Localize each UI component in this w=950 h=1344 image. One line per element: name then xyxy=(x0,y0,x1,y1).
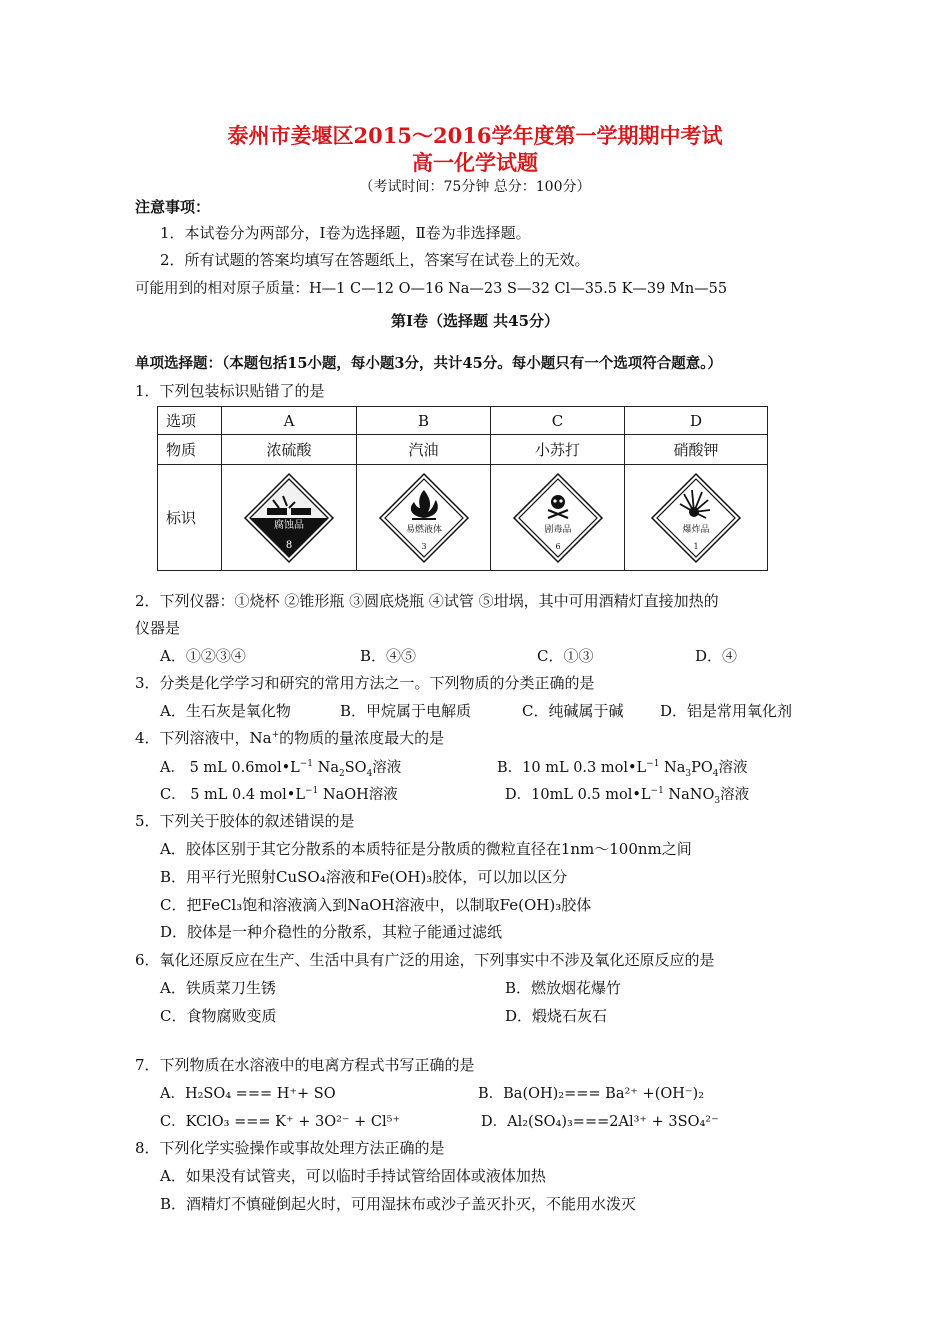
q7-stem: 7．下列物质在水溶液中的电离方程式书写正确的是 xyxy=(135,1056,475,1074)
q6-option-c: C．食物腐败变质 xyxy=(160,1007,277,1025)
q4-stem: 4．下列溶液中，Na+的物质的量浓度最大的是 xyxy=(135,729,445,747)
sign-cell-b xyxy=(357,465,491,571)
row-label-sign: 标识 xyxy=(158,465,222,571)
option-c: C xyxy=(491,407,625,435)
q3-option-d: D．铝是常用氧化剂 xyxy=(660,702,793,720)
notice-heading: 注意事项： xyxy=(135,198,211,216)
sign-cell-a xyxy=(222,465,357,571)
q6-option-b: B．燃放烟花爆竹 xyxy=(505,979,622,997)
exam-title: 泰州市姜堰区2015～2016学年度第一学期期中考试 xyxy=(227,123,723,148)
q6-option-a: A．铁质菜刀生锈 xyxy=(160,979,276,997)
exam-subtitle: 高一化学试题 xyxy=(412,150,538,175)
q1-table xyxy=(157,406,768,571)
flammable-sign-icon xyxy=(378,472,470,564)
sign-a-text: 腐蚀品 xyxy=(274,519,304,531)
q5-option-a: A．胶体区别于其它分散系的本质特征是分散质的微粒直径在1nm～100nm之间 xyxy=(160,840,692,858)
q4-option-a: A． 5 mL $0.6mol•L^{-1}$ $Na_2SO_4$溶液 xyxy=(160,759,402,779)
sign-c-number: 6 xyxy=(554,541,561,551)
sign-cell-c xyxy=(491,465,625,571)
sign-b-number: 3 xyxy=(420,541,427,551)
q5-option-c: C．把FeCl₃饱和溶液滴入到NaOH溶液中，以制取Fe(OH)₃胶体 xyxy=(160,896,592,914)
q2-stem-line1: 2．下列仪器：①烧杯 ②锥形瓶 ③圆底烧瓶 ④试管 ⑤坩埚，其中可用酒精灯直接加热的 xyxy=(135,592,719,610)
q3-option-a: A．生石灰是氧化物 xyxy=(160,702,291,720)
section-intro: 单项选择题：（本题包括15小题，每小题3分，共计45分。每小题只有一个选项符合题意。） xyxy=(135,355,722,372)
substance-b: 汽油 xyxy=(357,435,491,465)
sign-b-text: 易燃液体 xyxy=(405,524,442,535)
q7-option-a: A．H₂SO₄ === H⁺+ SO xyxy=(160,1086,336,1102)
option-a: A xyxy=(222,407,357,435)
q8-option-a: A．如果没有试管夹，可以临时手持试管给固体或液体加热 xyxy=(160,1167,546,1185)
q5-stem: 5．下列关于胶体的叙述错误的是 xyxy=(135,812,355,830)
q1-stem: 1．下列包装标识贴错了的是 xyxy=(135,382,325,400)
q6-option-d: D．煅烧石灰石 xyxy=(505,1007,608,1025)
row-label-option: 选项 xyxy=(158,407,222,435)
part1-heading: 第Ⅰ卷（选择题 共45分） xyxy=(390,312,560,330)
substance-d: 硝酸钾 xyxy=(625,435,768,465)
exam-info: （考试时间：75分钟 总分：100分） xyxy=(359,179,591,195)
q4-option-b: B．10 mL 0.3 $mol•L^{-1}$ $Na_3PO_4$溶液 xyxy=(497,759,748,779)
q4-option-c: C． 5 mL 0.4 $mol•L^{-1}$ NaOH溶液 xyxy=(160,786,398,803)
sign-c-text: 剧毒品 xyxy=(543,524,572,535)
q3-option-c: C．纯碱属于碱 xyxy=(522,702,624,720)
q2-stem-line2: 仪器是 xyxy=(135,619,181,637)
q5-option-b: B．用平行光照射CuSO₄溶液和Fe(OH)₃胶体，可以加以区分 xyxy=(160,868,568,886)
q8-stem: 8．下列化学实验操作或事故处理方法正确的是 xyxy=(135,1139,445,1157)
option-d: D xyxy=(625,407,768,435)
q7-option-b: B．Ba(OH)₂=== Ba²⁺ +(OH⁻)₂ xyxy=(478,1086,705,1102)
sign-cell-d xyxy=(625,465,768,571)
row-label-substance: 物质 xyxy=(158,435,222,465)
q6-stem: 6．氧化还原反应在生产、生活中具有广泛的用途，下列事实中不涉及氧化还原反应的是 xyxy=(135,951,715,969)
q2-option-b: B．④⑤ xyxy=(360,647,417,665)
sign-a-number: 8 xyxy=(285,539,293,551)
q3-stem: 3．分类是化学学习和研究的常用方法之一。下列物质的分类正确的是 xyxy=(135,674,595,692)
q4-option-d: D．10mL 0.5 $mol•L^{-1}$ NaNO$_3$溶液 xyxy=(505,786,750,806)
q7-option-c: C．KClO₃ === K⁺ + 3O²⁻ + Cl⁵⁺ xyxy=(160,1114,401,1130)
toxic-sign-icon xyxy=(512,472,604,564)
notice-item-1: 1．本试卷分为两部分，Ⅰ卷为选择题，Ⅱ卷为非选择题。 xyxy=(160,224,531,242)
q2-option-d: D．④ xyxy=(695,647,738,665)
q8-option-b: B．酒精灯不慎碰倒起火时，可用湿抹布或沙子盖灭扑灭，不能用水泼灭 xyxy=(160,1195,637,1213)
explosive-sign-icon xyxy=(650,472,742,564)
q5-option-d: D．胶体是一种介稳性的分散系，其粒子能通过滤纸 xyxy=(160,923,503,941)
q7-option-d: D．Al₂(SO₄)₃===2Al³⁺ + 3SO₄²⁻ xyxy=(481,1114,719,1130)
q2-option-c: C．①③ xyxy=(537,647,594,665)
sign-d-number: 1 xyxy=(693,541,699,551)
q3-option-b: B．甲烷属于电解质 xyxy=(340,702,472,720)
substance-a: 浓硫酸 xyxy=(222,435,357,465)
atomic-masses: 可能用到的相对原子质量：H—1 C—12 O—16 Na—23 S—32 Cl—35.5 K—39 Mn—55 xyxy=(135,281,728,297)
option-b: B xyxy=(357,407,491,435)
sign-d-text: 爆炸品 xyxy=(682,524,710,535)
notice-item-2: 2．所有试题的答案均填写在答题纸上，答案写在试卷上的无效。 xyxy=(160,251,590,269)
corrosive-sign-icon xyxy=(243,472,335,564)
q2-option-a: A．①②③④ xyxy=(160,647,246,665)
substance-c: 小苏打 xyxy=(491,435,625,465)
